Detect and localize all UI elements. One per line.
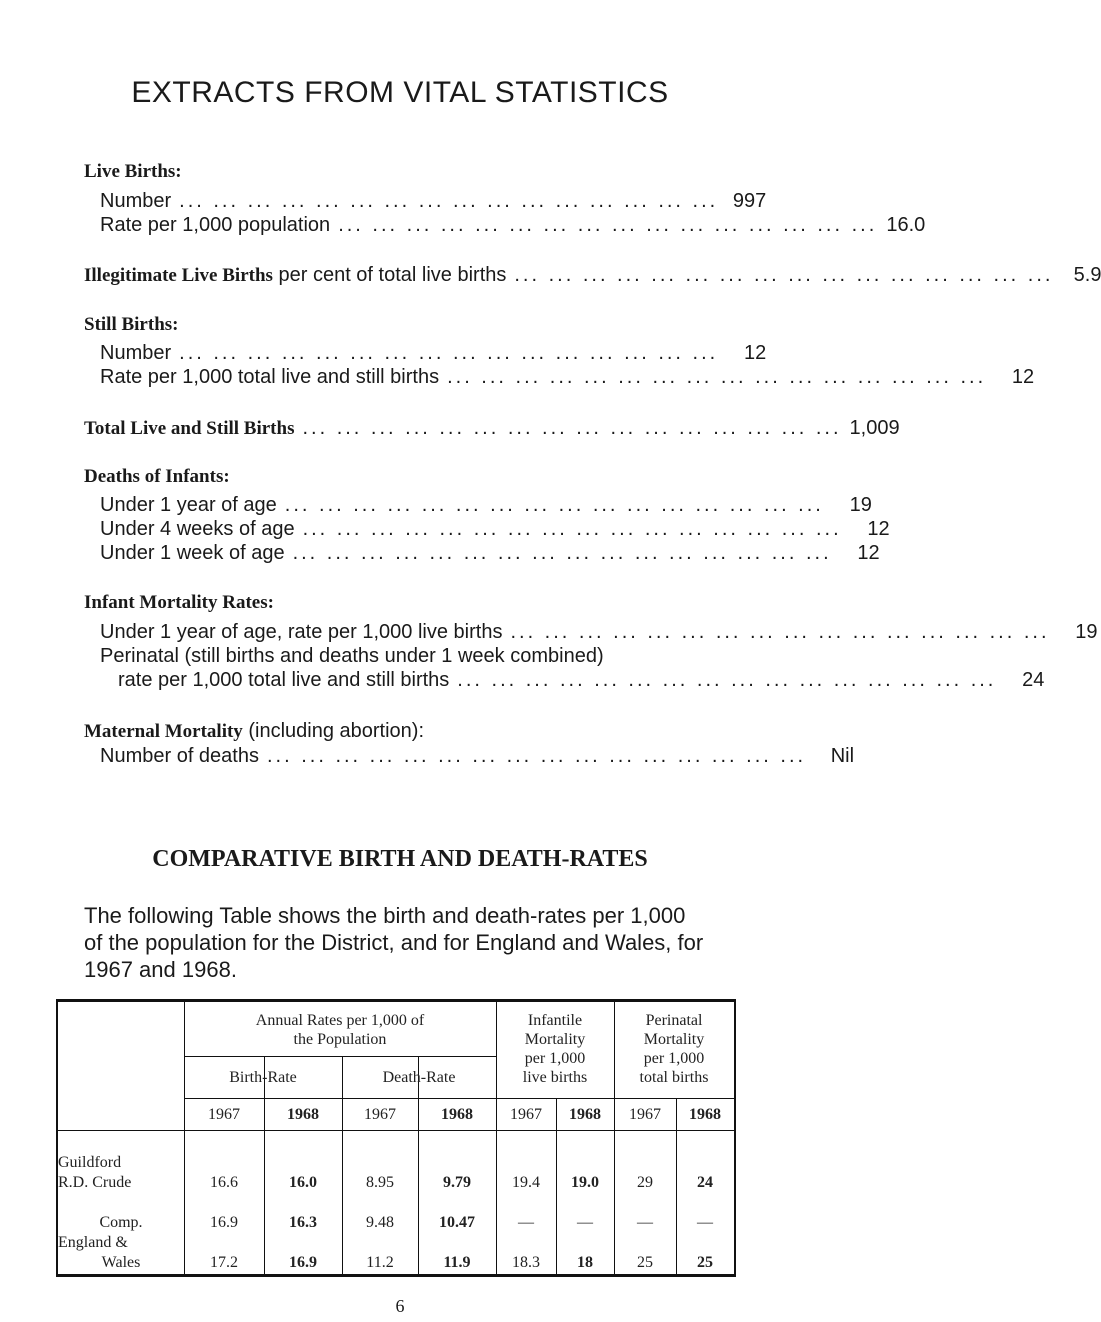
still-births-rate-value: 12: [1011, 366, 1035, 388]
table-cell: 29: [637, 1174, 653, 1191]
maternal-deaths-label: Number of deaths: [100, 745, 259, 767]
table-col-divider: [418, 1056, 419, 1277]
table-cell: 19.0: [571, 1174, 599, 1191]
table-cell: —: [518, 1214, 534, 1231]
table-cell: 11.9: [443, 1254, 471, 1271]
table-cell: 11.2: [366, 1254, 394, 1271]
year-perinatal-1968: 1968: [689, 1106, 721, 1123]
table-cell: 17.2: [210, 1254, 238, 1271]
header-annual-rates-1: Annual Rates per 1,000 of: [255, 1012, 425, 1029]
year-birth-1967: 1967: [208, 1106, 240, 1123]
header-perinatal-3: per 1,000: [643, 1050, 705, 1067]
year-death-1967: 1967: [364, 1106, 396, 1123]
comparative-title: COMPARATIVE BIRTH AND DEATH-RATES: [152, 846, 648, 872]
total-live-still-value: 1,009: [849, 417, 900, 439]
live-births-heading: Live Births:: [84, 161, 182, 182]
table-cell: 9.48: [366, 1214, 394, 1231]
table-subheader-line: [184, 1056, 496, 1057]
infant-deaths-under-1-year-value: 19: [849, 494, 872, 516]
table-top-border: [56, 999, 736, 1002]
leader-dots: ... ... ... ... ... ... ... ... ... ... ... ... ... ... ... ...: [514, 264, 1054, 286]
header-infantile-4: live births: [522, 1069, 588, 1086]
infant-mortality-line1-value: 19: [1075, 621, 1098, 643]
table-cell: 16.0: [289, 1174, 317, 1191]
illegitimate-label-rest: per cent of total live births: [272, 264, 507, 286]
table-cell: 25: [637, 1254, 653, 1271]
intro-line-2: of the population for the District, and for England and Wales, for: [84, 930, 704, 955]
live-births-rate-value: 16.0: [886, 214, 926, 236]
leader-dots: ... ... ... ... ... ... ... ... ... ... ... ... ... ... ... ...: [447, 366, 987, 388]
table-cell: 24: [697, 1174, 713, 1191]
table-cell: —: [577, 1214, 593, 1231]
total-live-still-label: Total Live and Still Births: [84, 418, 295, 439]
still-births-number-value: 12: [743, 342, 767, 364]
illegitimate-label-bold: Illegitimate Live Births: [84, 265, 273, 286]
infant-deaths-heading: Deaths of Infants:: [84, 466, 230, 487]
leader-dots: ... ... ... ... ... ... ... ... ... ... ... ... ... ... ... ...: [266, 745, 807, 767]
leader-dots: ... ... ... ... ... ... ... ... ... ... ... ... ... ... ... ...: [338, 214, 878, 236]
still-births-number-label: Number: [100, 342, 172, 364]
header-perinatal-2: Mortality: [643, 1031, 705, 1048]
illegitimate-value: 5.9: [1073, 264, 1101, 286]
table-cell: 19.4: [512, 1174, 540, 1191]
table-cell: 18: [577, 1254, 593, 1271]
maternal-heading-bold: Maternal Mortality: [84, 721, 243, 742]
leader-dots: ... ... ... ... ... ... ... ... ... ... ... ... ... ... ... ...: [284, 494, 824, 516]
leader-dots: ... ... ... ... ... ... ... ... ... ... ... ... ... ... ... ...: [292, 542, 832, 564]
row-label-guildford-2: R.D. Crude: [58, 1174, 132, 1191]
table-cell: —: [637, 1214, 653, 1231]
year-infantile-1968: 1968: [569, 1106, 601, 1123]
table-cell: 25: [697, 1254, 713, 1271]
leader-dots: ... ... ... ... ... ... ... ... ... ... ... ... ... ... ... ...: [510, 621, 1050, 643]
header-infantile-1: Infantile: [527, 1012, 583, 1029]
intro-line-1: The following Table shows the birth and death-rates per 1,000: [84, 903, 686, 928]
table-header-bottom-line: [56, 1130, 736, 1131]
table-bottom-border: [56, 1274, 736, 1277]
leader-dots: ... ... ... ... ... ... ... ... ... ... ... ... ... ... ... ...: [302, 417, 842, 439]
infant-deaths-under-4-weeks-value: 12: [867, 518, 890, 540]
table-cell: 10.47: [439, 1214, 475, 1231]
table-cell: 16.3: [289, 1214, 317, 1231]
infant-deaths-under-1-year-label: Under 1 year of age: [100, 494, 277, 516]
table-cell: 16.9: [289, 1254, 317, 1271]
row-label-guildford-1: Guildford: [58, 1154, 122, 1171]
table-col-divider: [264, 1056, 265, 1277]
year-perinatal-1967: 1967: [629, 1106, 661, 1123]
header-death-rate: Death-Rate: [382, 1069, 456, 1086]
live-births-number-value: 997: [732, 190, 767, 212]
page-number: 6: [395, 1296, 405, 1316]
infant-mortality-line3-value: 24: [1022, 669, 1045, 691]
maternal-deaths-value: Nil: [830, 745, 855, 767]
infant-mortality-line3-label: rate per 1,000 total live and still births: [118, 669, 450, 691]
still-births-rate-label: Rate per 1,000 total live and still births: [100, 366, 440, 388]
row-label-comp: Comp.: [99, 1214, 143, 1231]
table-years-top-line: [184, 1098, 736, 1099]
header-infantile-3: per 1,000: [524, 1050, 586, 1067]
header-perinatal-1: Perinatal: [645, 1012, 703, 1029]
intro-line-3: 1967 and 1968.: [84, 957, 237, 982]
table-cell: 8.95: [366, 1174, 394, 1191]
leader-dots: ... ... ... ... ... ... ... ... ... ... ... ... ... ... ... ...: [457, 669, 997, 691]
infant-mortality-line1-label: Under 1 year of age, rate per 1,000 live births: [100, 621, 503, 643]
live-births-number-label: Number: [100, 190, 172, 212]
table-col-divider: [342, 1056, 343, 1277]
maternal-heading-rest: (including abortion):: [242, 720, 425, 742]
infant-deaths-under-1-week-value: 12: [857, 542, 880, 564]
year-birth-1968: 1968: [287, 1106, 319, 1123]
infant-mortality-heading: Infant Mortality Rates:: [84, 592, 274, 613]
header-birth-rate: Birth-Rate: [229, 1069, 297, 1086]
table-right-border: [734, 999, 736, 1277]
table-cell: 16.6: [210, 1174, 238, 1191]
header-infantile-2: Mortality: [524, 1031, 586, 1048]
leader-dots: ... ... ... ... ... ... ... ... ... ... ... ... ... ... ... ...: [179, 342, 719, 364]
header-annual-rates-2: the Population: [293, 1031, 387, 1048]
year-death-1968: 1968: [441, 1106, 473, 1123]
table-cell: 18.3: [512, 1254, 540, 1271]
row-label-england-2: Wales: [101, 1254, 141, 1271]
header-perinatal-4: total births: [639, 1069, 709, 1086]
infant-deaths-under-4-weeks-label: Under 4 weeks of age: [100, 518, 295, 540]
leader-dots: ... ... ... ... ... ... ... ... ... ... ... ... ... ... ... ...: [179, 190, 719, 212]
infant-mortality-line2-label: Perinatal (still births and deaths under 1 week combined): [100, 645, 604, 667]
table-cell: 16.9: [210, 1214, 238, 1231]
live-births-rate-label: Rate per 1,000 population: [100, 214, 331, 236]
infant-deaths-under-1-week-label: Under 1 week of age: [100, 542, 285, 564]
page-title: EXTRACTS FROM VITAL STATISTICS: [131, 76, 669, 109]
row-label-england-1: England &: [58, 1234, 128, 1251]
year-infantile-1967: 1967: [510, 1106, 542, 1123]
leader-dots: ... ... ... ... ... ... ... ... ... ... ... ... ... ... ... ...: [302, 518, 842, 540]
still-births-heading: Still Births:: [84, 314, 179, 335]
table-cell: —: [697, 1214, 713, 1231]
table-cell: 9.79: [443, 1174, 471, 1191]
